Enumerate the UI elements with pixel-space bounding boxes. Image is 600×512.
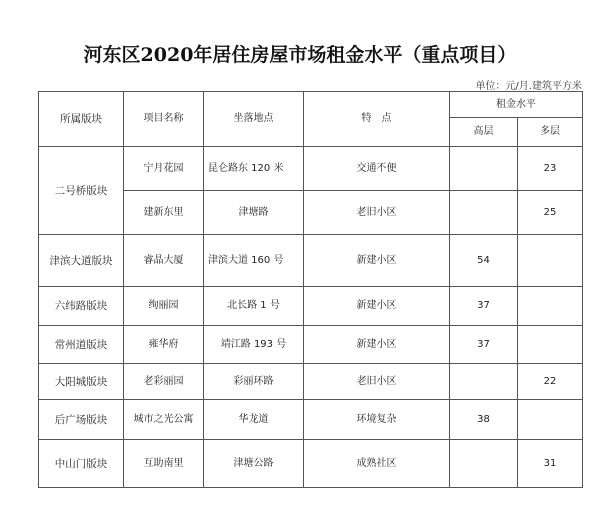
page-title: 河东区2020年居住房屋市场租金水平（重点项目） bbox=[83, 44, 517, 66]
location-cell: 昆仑路东 120 米 bbox=[204, 147, 304, 191]
area-cell: 大阳城版块 bbox=[39, 364, 124, 400]
location-cell: 津塘公路 bbox=[204, 440, 304, 488]
table-row bbox=[39, 147, 583, 191]
header-project: 项目名称 bbox=[124, 92, 204, 147]
project-cell: 老彩丽园 bbox=[124, 364, 204, 400]
high-rise-value bbox=[450, 440, 518, 488]
project-cell: 互助南里 bbox=[124, 440, 204, 488]
header-area: 所属版块 bbox=[39, 92, 124, 147]
multi-storey-value: 23 bbox=[518, 147, 583, 191]
project-cell: 建新东里 bbox=[124, 191, 204, 235]
project-cell: 绚丽园 bbox=[124, 287, 204, 326]
table-row bbox=[39, 235, 583, 287]
high-rise-value bbox=[450, 147, 518, 191]
high-rise-value: 37 bbox=[450, 326, 518, 364]
high-rise-value bbox=[450, 364, 518, 400]
multi-storey-value: 31 bbox=[518, 440, 583, 488]
feature-cell: 新建小区 bbox=[304, 287, 450, 326]
table-row bbox=[39, 326, 583, 364]
project-cell: 城市之光公寓 bbox=[124, 400, 204, 440]
unit-note: 单位：元/月.建筑平方米 bbox=[475, 81, 582, 92]
multi-storey-value bbox=[518, 235, 583, 287]
header-multi-storey: 多层 bbox=[518, 118, 583, 147]
feature-cell: 成熟社区 bbox=[304, 440, 450, 488]
table-row bbox=[39, 400, 583, 440]
header-rent-level: 租金水平 bbox=[450, 92, 583, 118]
multi-storey-value: 22 bbox=[518, 364, 583, 400]
high-rise-value: 54 bbox=[450, 235, 518, 287]
high-rise-value bbox=[450, 191, 518, 235]
table-row bbox=[39, 440, 583, 488]
location-cell: 津滨大道 160 号 bbox=[204, 235, 304, 287]
header-location: 坐落地点 bbox=[204, 92, 304, 147]
location-cell: 彩丽环路 bbox=[204, 364, 304, 400]
header-feature: 特 点 bbox=[304, 92, 450, 147]
location-cell: 北长路 1 号 bbox=[204, 287, 304, 326]
area-cell: 二号桥版块 bbox=[39, 147, 124, 235]
header-high-rise: 高层 bbox=[450, 118, 518, 147]
area-cell: 后广场版块 bbox=[39, 400, 124, 440]
multi-storey-value bbox=[518, 400, 583, 440]
area-cell: 津滨大道版块 bbox=[39, 235, 124, 287]
location-cell: 靖江路 193 号 bbox=[204, 326, 304, 364]
project-cell: 雍华府 bbox=[124, 326, 204, 364]
feature-cell: 老旧小区 bbox=[304, 191, 450, 235]
feature-cell: 老旧小区 bbox=[304, 364, 450, 400]
table-row bbox=[39, 287, 583, 326]
project-cell: 宁月花园 bbox=[124, 147, 204, 191]
area-cell: 六纬路版块 bbox=[39, 287, 124, 326]
project-cell: 睿晶大厦 bbox=[124, 235, 204, 287]
rent-table bbox=[38, 91, 583, 488]
location-cell: 津塘路 bbox=[204, 191, 304, 235]
area-cell: 常州道版块 bbox=[39, 326, 124, 364]
header-row-1 bbox=[39, 92, 583, 118]
multi-storey-value bbox=[518, 287, 583, 326]
feature-cell: 交通不便 bbox=[304, 147, 450, 191]
high-rise-value: 37 bbox=[450, 287, 518, 326]
location-cell: 华龙道 bbox=[204, 400, 304, 440]
multi-storey-value bbox=[518, 326, 583, 364]
high-rise-value: 38 bbox=[450, 400, 518, 440]
area-cell: 中山门版块 bbox=[39, 440, 124, 488]
feature-cell: 新建小区 bbox=[304, 326, 450, 364]
table-row bbox=[39, 364, 583, 400]
feature-cell: 新建小区 bbox=[304, 235, 450, 287]
multi-storey-value: 25 bbox=[518, 191, 583, 235]
feature-cell: 环境复杂 bbox=[304, 400, 450, 440]
